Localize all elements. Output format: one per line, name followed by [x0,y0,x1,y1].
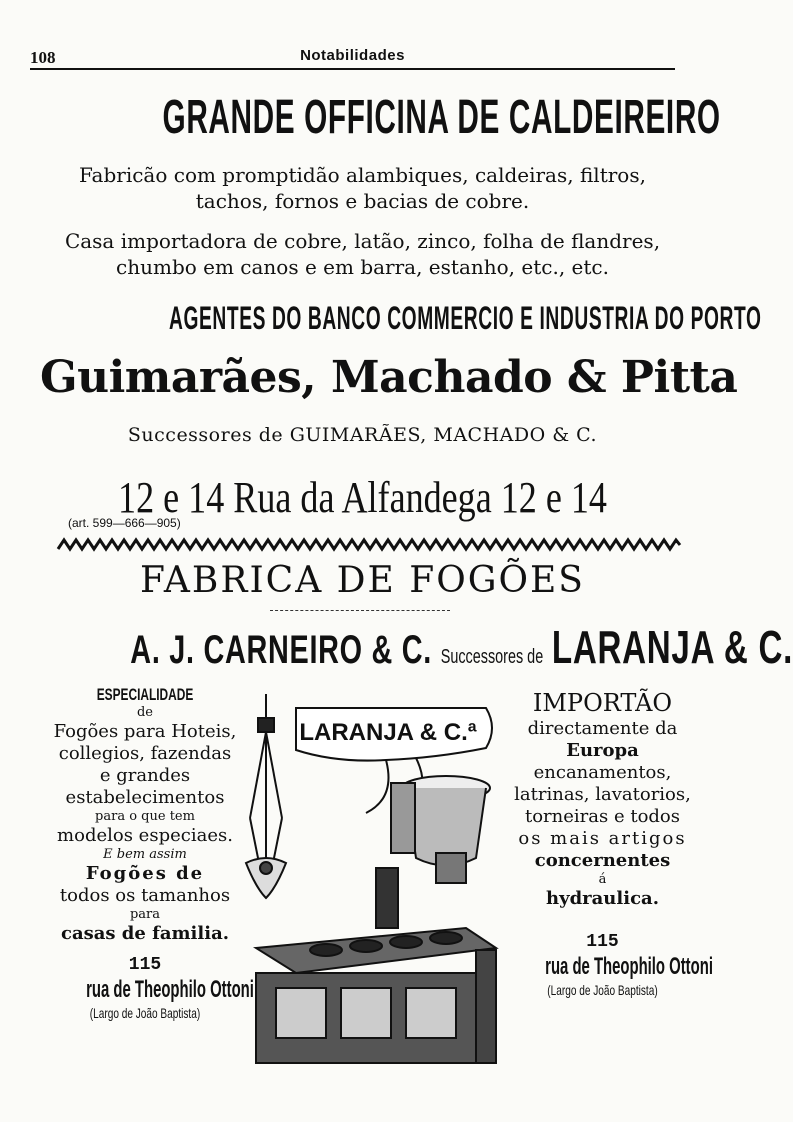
specialty-heading: ESPECIALIDADE [96,685,194,704]
title-underline [270,610,450,611]
ad1-firm-name: Guimarães, Machado & Pitta [40,352,738,403]
right-text: concernentes [534,850,671,871]
ad1-para1-line: tachos, fornos e bacias de cobre. [195,189,530,213]
importao-heading: IMPORTÃO [532,689,673,717]
successors-label: Successores de [440,646,544,668]
left-street-number: 115 [128,955,162,975]
company-name: A. J. CARNEIRO & C. [130,628,433,672]
left-street: rua de Theophilo Ottoni [86,976,254,1003]
ad1-title: GRANDE OFFICINA DE CALDEIREIRO [162,91,721,144]
zigzag-divider [58,537,680,553]
ad1-agents-line: AGENTES DO BANCO COMMERCIO E INDUSTRIA DO PORTO [168,300,762,336]
left-text: estabelecimentos [65,787,225,808]
page-header [30,44,675,70]
stove-illustration [236,688,512,1080]
right-text: encanamentos, [533,762,672,783]
cooking-stove-icon [256,868,496,1063]
ad1-para1-line: Fabricão com promptidão alambiques, caldeiras, filtros, [79,163,646,187]
page-number: 108 [30,48,56,67]
right-text: latrinas, lavatorios, [514,784,691,805]
left-column [50,685,254,1021]
right-text: os mais artigos [518,828,687,849]
left-text: para o que tem [95,809,195,824]
ad1-successors: Successores de GUIMARÃES, MACHADO & C. [127,424,598,446]
hanging-lamp-icon [246,694,286,898]
water-closet-icon [391,776,490,883]
right-text: á [598,872,607,887]
left-text: modelos especiaes. [57,825,233,846]
ad2-company-line [130,620,793,674]
ad1-art-reference: (art. 599—666—905) [68,516,181,530]
right-text: directamente da [527,718,678,739]
left-text: E bem assim [103,847,187,862]
left-text: para [129,907,161,922]
running-title: Notabilidades [300,47,405,64]
ad2-title: FABRICA DE FOGÕES [140,560,585,601]
ad1-paragraph-1 [40,162,685,214]
banner-text: LARANJA & C.ª [299,719,477,746]
header-rule [30,68,675,70]
predecessor-name: LARANJA & C. [551,621,793,673]
left-text: Fogões de [85,863,205,884]
ad1-para2-line: chumbo em canos e em barra, estanho, etc., etc. [116,255,609,279]
ad1-address: 12 e 14 Rua da Alfandega 12 e 14 [118,473,607,522]
ad1-para2-line: Casa importadora de cobre, latão, zinco, folha de flandres, [64,229,661,253]
left-text: e grandes [99,765,191,786]
right-column [510,688,713,998]
ad1-paragraph-2 [40,228,685,280]
left-text: Fogões para Hoteis, [53,721,237,742]
left-text: collegios, fazendas [58,743,232,764]
right-largo: (Largo de João Baptista) [547,982,658,998]
left-largo: (Largo de João Baptista) [89,1005,201,1021]
right-text: torneiras e todos [524,806,680,827]
left-text: todos os tamanhos [59,885,231,906]
right-street-number: 115 [586,932,619,952]
right-street: rua de Theophilo Ottoni [545,953,713,980]
right-text: Europa [566,740,639,761]
left-text: de [136,705,153,720]
left-text: casas de familia. [60,923,230,944]
right-text: hydraulica. [546,888,659,909]
